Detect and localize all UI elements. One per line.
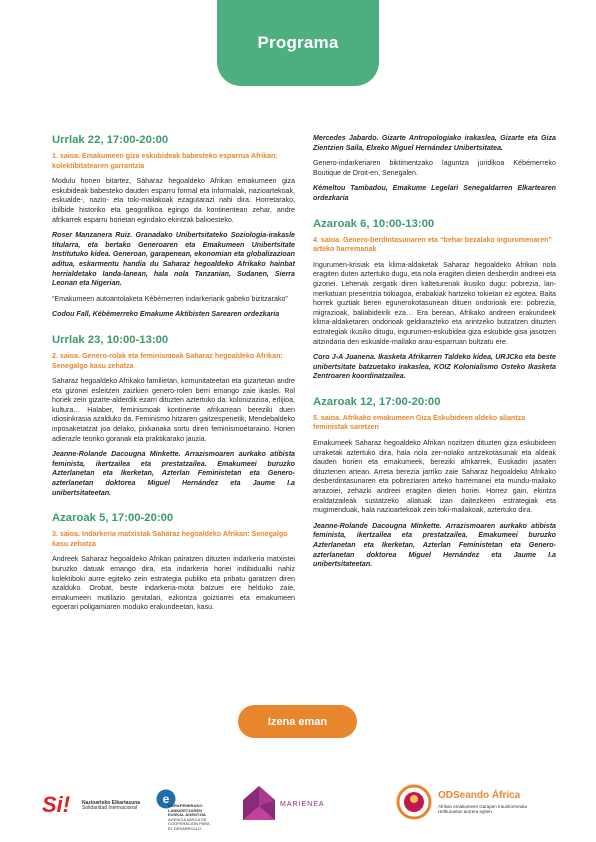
session-title: 3. saioa. Indarkeria matxistak Saharaz hegoaldeko Afrikan: Senegalgo kasu zehatza (52, 530, 288, 548)
si-logo-text-es: Solidaridad Internacional (82, 805, 138, 812)
session-title: 4. saioa. Genero-berdintasunaren eta “behar bezalako ingurumenaren” arteko harremanak (313, 235, 552, 254)
odseando-title: ODSeando África (438, 790, 521, 801)
marienea-logo (240, 784, 338, 826)
section-gap (52, 326, 295, 334)
euskadi-line6: EL DESARROLLO (168, 825, 202, 831)
session-date: Azaroak 5, 17:00-20:00 (52, 512, 174, 525)
euskadi-agency-logo (156, 786, 226, 830)
odseando-africa-logo (396, 782, 566, 832)
marienea-wordmark: MARIENEA (280, 801, 325, 808)
odseando-subtitle-1: Afrikan emakumeen Garapen Iraunkorrerako (438, 804, 528, 809)
solidaridad-internacional-logo (42, 792, 142, 822)
paragraph: Emakumeek Saharaz hegoaldeko Afrikan nozitzen dituzten giza eskubideen urraketak aztertuko dira, hala nola zer-nolako antzekotasunak eta aldeak dauden horien eta emakumeek, bereziki afrikarrek, Euskadin jasaten dituztenen artean. Arreta berezia jarriko zaie Saharaz hegoaldeko Afrikako desberdintasunaren eta pobreziaren arteko harremanei eta mundu-mailako arrazoiei, zehazki andreei eragiten dieten horiei. Horrez gain, ekintza eraldatzaileak sustatzeko aliatuak izan daitezkeen estrategiak eta mugimenduak, hala nazioartekoak zein toki-mailakoak, aztertuko dira. (313, 439, 556, 515)
session-date: Azaroak 6, 10:00-13:00 (313, 217, 435, 230)
paragraph: Saharaz hegoaldeko Afrikako familietan, komunitateetan eta gizartetan andre eta gizonei esleitzen zaizkien genero-rolen berri emango zaie ikaslei. Rol horiek zein gizarte-alderdik ezarri dituzten aztertuko da: kolonizazioa, erlijioa, kultura… Halaber, feminismoak kontinente afrikarrean bereziki duen idiosinkrasia azalduko da. Feminismo hitzaren gaitzespenetik, Mendebaldeko inposaketatzat joa delako, pixkanaka sortu diren feminismoetaraino. Horien adierazle teoriko goranak eta praktikarako jauzia. (52, 377, 295, 443)
euskadi-line2: LANKIDETZAREN (168, 807, 202, 813)
section-gap (52, 504, 295, 512)
odseando-subtitle-2: Helburuetan aurrera egiten (438, 809, 492, 815)
page-title-tab (217, 0, 379, 86)
program-column-left (52, 134, 295, 619)
speaker-bio: Kémeltou Tambadou, Emakume Legelari Senegaldarren Elkartearen ordezkaria (313, 184, 556, 202)
speaker-bio: Roser Manzanera Ruiz. Granadako Unibertsitateko Soziologia-irakasle titularra, eta bertako Generoaren eta Emakumeen Unibertsitate Institutuko kidea. Generoan, garapenean, ekonomian eta globalizazioan aditua, eskarmentu handia du Saharaz hegoaldeko Afrikako hainbat herrialdetako landa-lanean, hala nola Tanzanian, Sudanen, Sierra Leonan eta Nigerian. (52, 231, 295, 288)
section-gap (313, 210, 556, 218)
session-title: 5. saioa. Afrikako emakumeen Giza Eskubideen aldeko aliantza feministak saretzen (313, 413, 526, 432)
session-title: 2. saioa. Genero-rolak eta feminismoak Saharaz hegoaldeko Afrikan: Senegalgo kasu zehatza (52, 351, 283, 370)
session-date: Urrlak 22, 17:00-20:00 (52, 134, 169, 146)
paragraph: Ingurumen-krisiak eta klima-aldaketak Saharaz hegoaldeko Afrikan nola eragiten duten aztertuko dugu, eta nola eragiten dieten desberdin andreei eta gizonei. Lehenak zergatik diren kalteturenak ikusiko dugu: pobrezia, lan-merkatuan presentzia txikiagoa, erabakiak hartzeko tokietan ez egotea. Baita horrek guztiak beren egunerokotasunean dituen ondorioak ere: pobrezia, migrazioak, baliabideirik eza… Era berean, Afrikako andreen erakundeek klima-aldaketaren ondorioak geldiarazteko eta arintzeko butzatzen dituzten estrategiak ikusiko ditugu, ingurumen-eskubidea giza eskubide gisa jasotzen aitzindaria den eskualde-mailako arau-esparruan bultzatu ere. (313, 260, 556, 346)
speaker-bio: Mercedes Jabardo. Gizarte Antropologiako irakaslea, Gizarte eta Giza Zientzien Saila, Elxeko Miguel Hernández Unibertsitatea. (313, 134, 556, 152)
paragraph: Genero-indarkeriaren biktimentzako laguntza juridikoa Kébémerreko Boutique de Droit-en, Senegalen. (313, 159, 556, 177)
odseando-circle-icon (396, 784, 432, 820)
euskadi-line3: EUSKAL AGENTZIA (168, 812, 206, 818)
section-gap (313, 388, 556, 396)
marienea-house-icon (240, 784, 278, 822)
euskadi-line5: COOPERACIÓN PARA (168, 821, 210, 827)
si-logo-text-eu: Nazioarteko Elkartasuna (82, 800, 141, 806)
register-button[interactable] (238, 705, 357, 738)
speaker-bio: Jeanne-Rolande Dacougna Minkette. Arrazismoaren aurkako atibista feminista, ikertzailea eta prestatzailea. Emakumeei buruzko Azterlanetan eta Ikerketan, Azterlan Feministetan eta Genero-azterlanetan doktorea Miguel Hernández eta Jaume I.a unibertsitateetan. (313, 521, 556, 569)
speaker-bio: Jeanne-Rolande Dacougna Minkette. Arrazismoaren aurkako atibista feminista, ikertzailea eta prestatzailea. Emakumeei buruzko Azterlanetan eta Ikerketan, Azterlan Feministetan eta Genero-azterlanetan doktorea Miguel Hernández eta Jaume I.a unibertsitateetan. (52, 450, 295, 497)
si-logo-mark: Si! (42, 792, 71, 817)
speaker-bio: Coro J-A Juanena. Ikasketa Afrikarren Taldeko kidea, URJCko eta beste unibertsitate batzuetako irakaslea, KOIZ Kolonialismo Osteko Ikasketa Zentroaren koordinatzailea. (313, 353, 556, 381)
paragraph: “Emakumeen autoantolaketa Kébémerren indarkeriarik gabeko bizitzarako” (52, 294, 288, 303)
session-title: 1. saioa. Emakumeen giza eskubideak babesteko esparrua Afrikan: kolektibitatearen garrantzia (52, 152, 278, 170)
speaker-bio: Codou Fall, Kébémerreko Emakume Aktibisten Sarearen ordezkaria (52, 310, 280, 319)
paragraph: Andreek Saharaz hegoaldeko Afrikan pairatzen dituzten indarkeria matxistei buruzko datuak emango dira, eta indarkeria horiei indibidualki nahiz kolektiboki aurre egiteko zein estrategia publiko eta pribatu garatzen diren azalduko. Orobat, beste indarkeria-mota batzuei ere helduko zaie, emakumeen mutilazio genitalari, ezkontza goiztiarrei eta emakumeen egoerari poligamiaren moduko erakundeetan, kasu. (52, 555, 295, 612)
euskadi-line4: AGENCIA VASCA DE (168, 816, 207, 822)
session-date: Urrlak 23, 10:00-13:00 (52, 333, 169, 346)
program-column-right (313, 134, 556, 576)
paragraph: Modulu honen bitartez, Saharaz hegoaldeko Afrikan emakumeen giza eskubideak babesteko dauden esparru formal eta informalak, nazioartekoak, eskualde-, nazio- eta toki-mailakoak ezagutarazi nahi dira. Horretarako, ibilbide historiko eta geografikoa egingo da kontinentean zehar, andre afrikarrek esparru horietan egindako ekintzak balioesteko. (52, 177, 295, 224)
session-date: Azaroak 12, 17:00-20:00 (313, 395, 441, 408)
euskadi-line1: GARAPENERAKO (168, 803, 203, 808)
sponsor-logos (0, 778, 596, 838)
register-button-label: Izena eman (267, 715, 328, 728)
svg-text:e: e (162, 792, 170, 806)
page-title: Programa (257, 33, 339, 52)
